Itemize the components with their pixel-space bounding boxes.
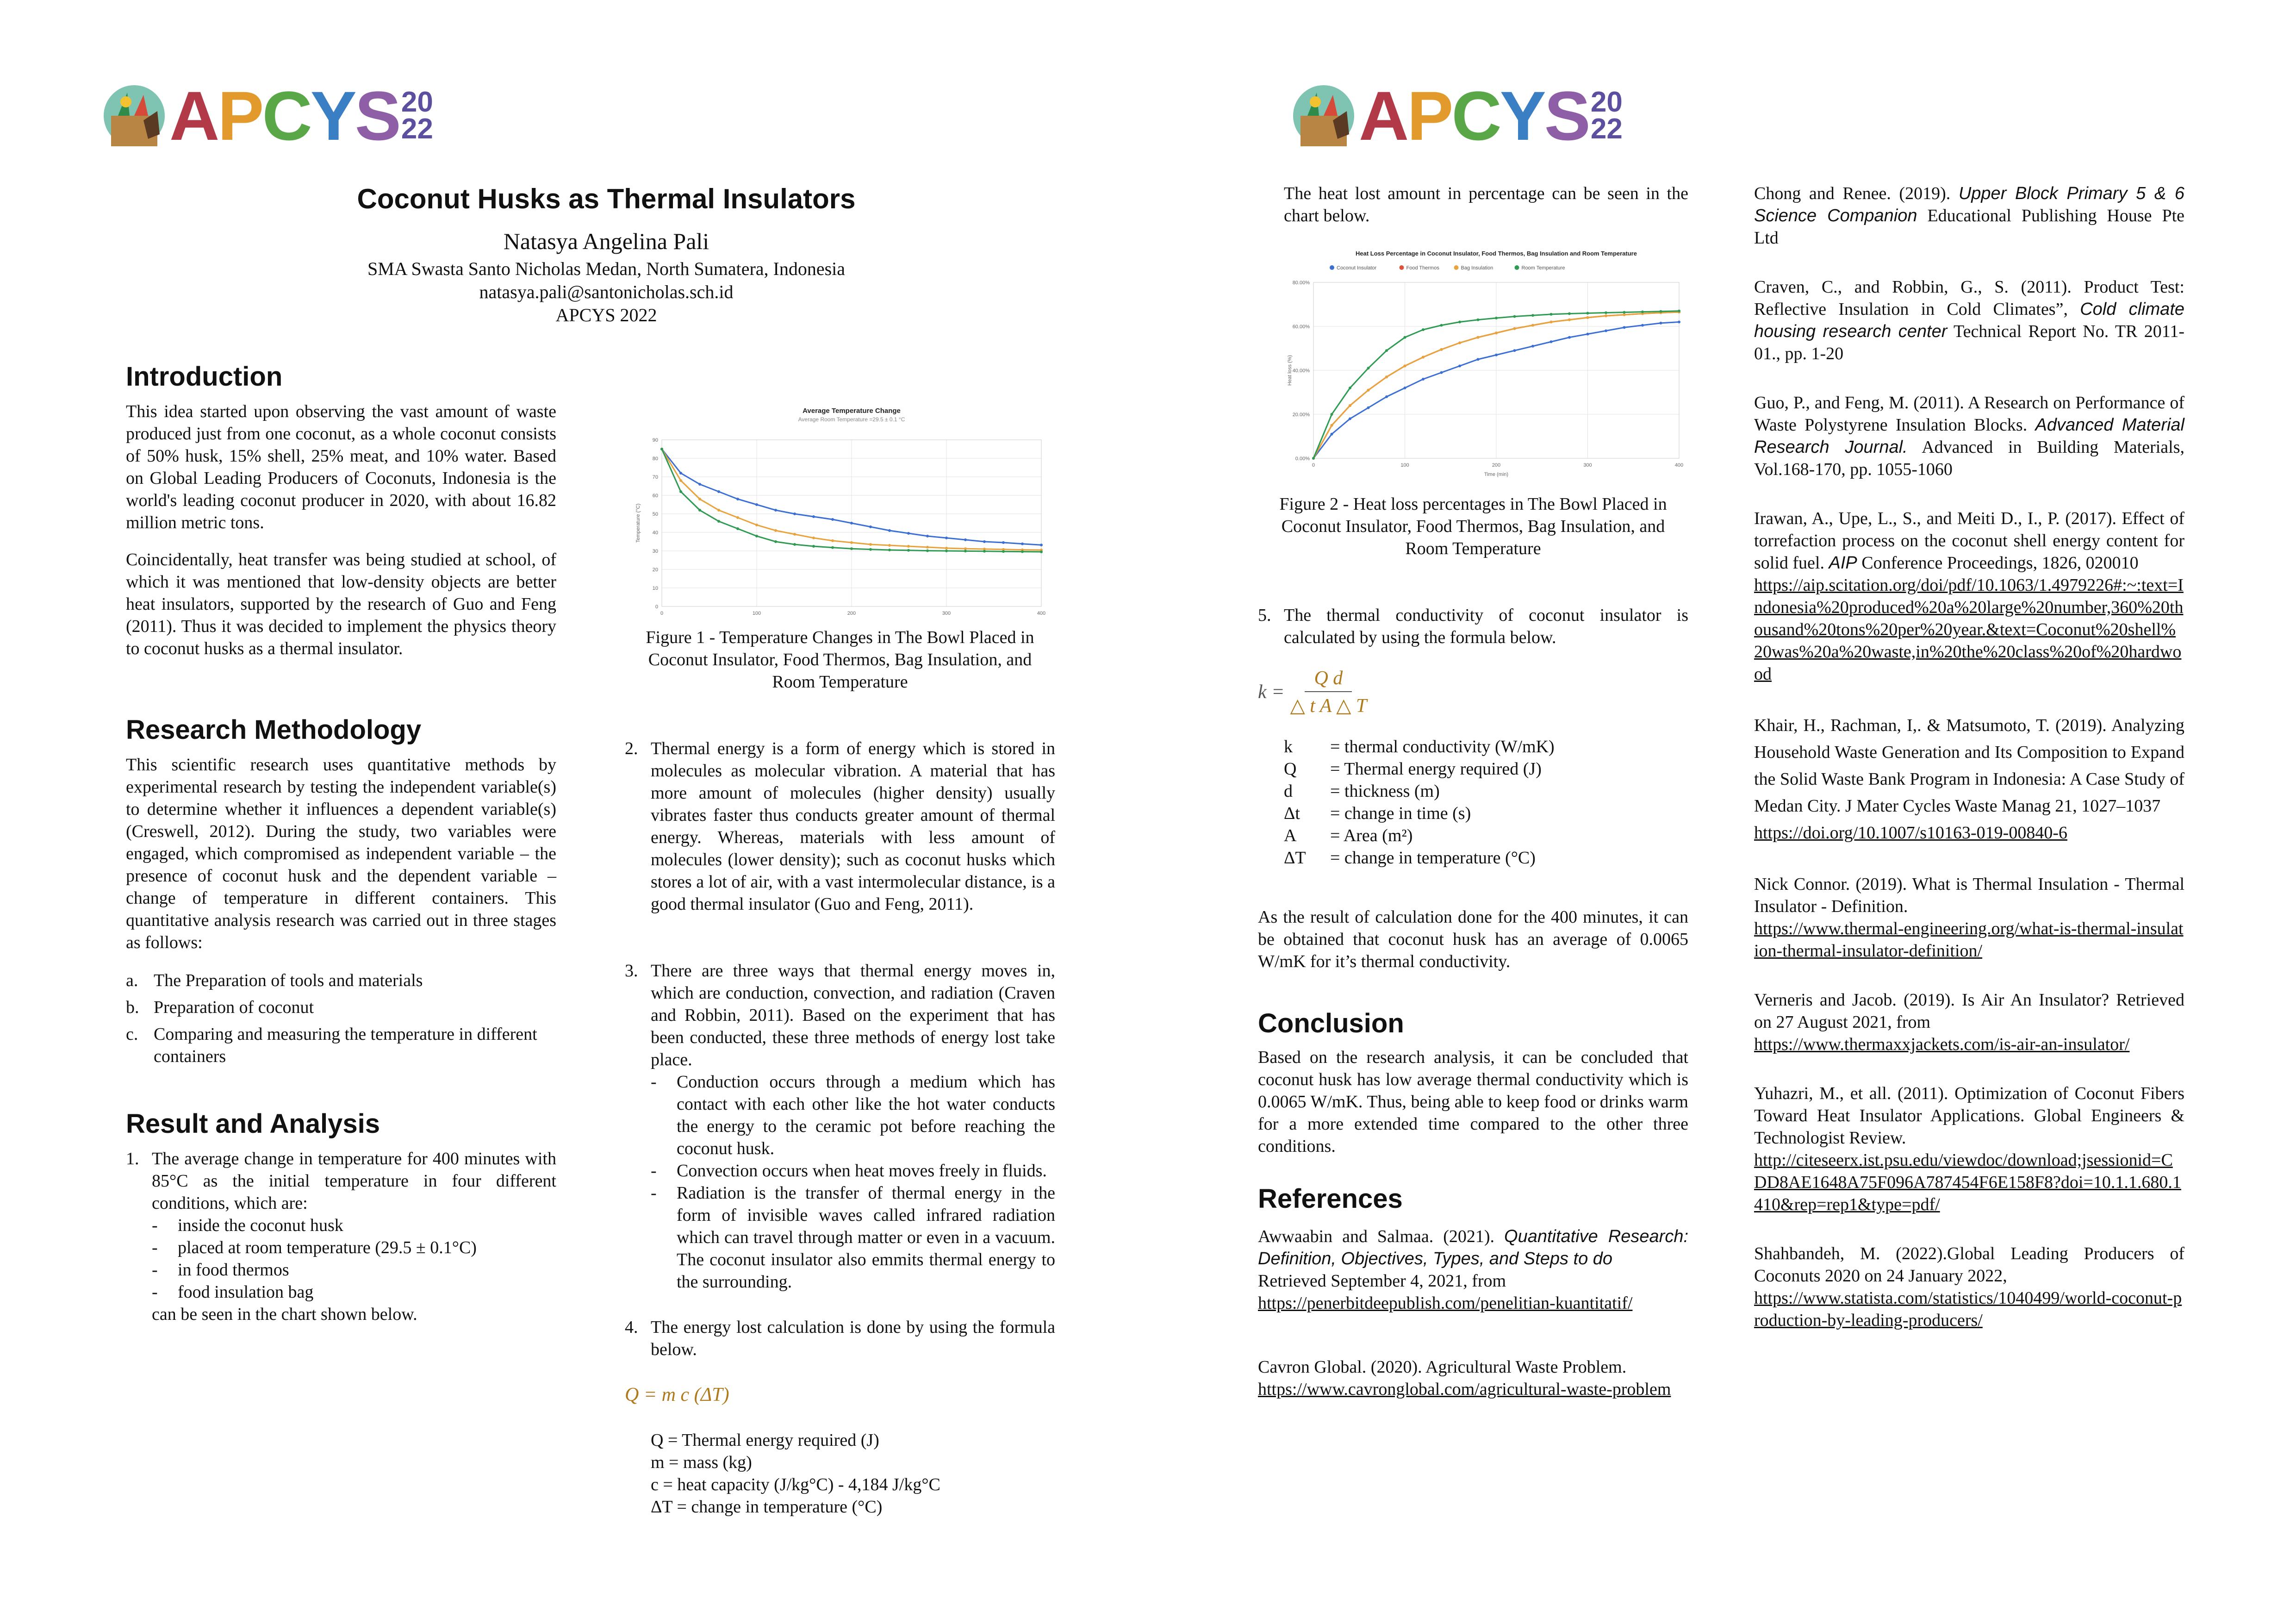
reference-link[interactable]: https://www.cavronglobal.com/agricultural-waste-problem (1258, 1380, 1671, 1399)
x-tick-label: 200 (1492, 462, 1501, 468)
data-point (698, 509, 701, 512)
data-point (850, 541, 853, 544)
y-tick-label: 40 (652, 530, 658, 536)
result-paragraph: As the result of calculation done for the 400 minutes, it can be obtained that coconut husk has an average of 0.0065 W/mK for it’s thermal conductivity. (1258, 907, 1688, 971)
data-point (945, 550, 948, 552)
logo-letter: C (1451, 77, 1500, 155)
list-item: - in food thermos (152, 1260, 289, 1280)
data-point (660, 448, 663, 450)
y-tick-label: 50 (652, 512, 658, 517)
x-tick-label: 200 (847, 611, 856, 616)
data-point (1495, 331, 1498, 334)
y-tick-label: 20.00% (1292, 412, 1310, 418)
data-point (812, 545, 815, 548)
logo-year: 20 22 (1590, 86, 1623, 145)
data-point (983, 550, 986, 553)
data-point (1550, 321, 1553, 324)
data-point (774, 509, 777, 512)
chart-title: Heat Loss Percentage in Coconut Insulator, Food Thermos, Bag Insulation and Room Temperature (1356, 250, 1637, 257)
x-tick-label: 100 (752, 611, 761, 616)
data-point (1477, 358, 1480, 361)
methodology-heading: Research Methodology (126, 715, 422, 745)
data-point (1568, 319, 1571, 321)
author-email: natasya.pali@santonicholas.sch.id (479, 281, 734, 302)
logo-letter: S (1544, 77, 1589, 155)
data-point (1002, 541, 1005, 544)
apcys-logo (1291, 77, 1623, 155)
list-item: - Radiation is the transfer of thermal energy in the form of invisible waves called infrared radiation which can travel through matter or even in a vacuum. The coconut insulator also emmits thermal energy to the surrounding. (651, 1183, 1055, 1292)
references-heading: References (1258, 1184, 1403, 1214)
paper-title: Coconut Husks as Thermal Insulators (357, 183, 856, 214)
data-point (736, 498, 739, 500)
figure-2 (1258, 245, 1688, 488)
data-point (736, 527, 739, 530)
intro-paragraph: Coincidentally, heat transfer was being studied at school, of which it was mentioned that low-density objects are better heat insulators, supported by the research of Guo and Feng (2011). Thus it was decided to implement the physics theory to coconut husks as a thermal insulator. (126, 550, 556, 658)
data-point (679, 472, 682, 475)
data-point (888, 549, 891, 551)
reference-link[interactable]: https://www.thermaxxjackets.com/is-air-an-insulator/ (1754, 1035, 2130, 1054)
data-point (1385, 375, 1388, 378)
legend-marker (1454, 265, 1459, 270)
data-point (1641, 324, 1644, 327)
data-point (1531, 314, 1534, 317)
data-point (1458, 342, 1461, 344)
reference-link[interactable]: https://www.statista.com/statistics/1040499/world-coconut-production-by-leading-producers/ (1754, 1288, 2182, 1330)
data-point (755, 535, 758, 537)
conductivity-formula: k = $\frac{\text{Q d}}{\text{△ t A △ T}}$ (1258, 668, 1367, 717)
methodology-paragraph: This scientific research uses quantitative methods by experimental research by testing the independent variable(s) to determine whether it influences a dependent variable(s) (Creswell, 2012). During the study, two variables were engaged, which compromised as independent variable – the presence of coconut husk and the dependent variable – change of temperature in different containers. This quantitative analysis research was carried out in three stages as follows: (126, 755, 556, 952)
x-tick-label: 400 (1037, 611, 1046, 616)
reference-item: Craven, C., and Robbin, G., S. (2011). Product Test: Reflective Insulation in Cold Climates”, Cold climate housing research center Technical Report No. TR 2011-01., pp. 1-20 (1754, 277, 2185, 363)
data-point (679, 490, 682, 493)
data-point (964, 550, 967, 552)
y-tick-label: 30 (652, 549, 658, 554)
data-point (1531, 345, 1534, 348)
affiliation: SMA Swasta Santo Nicholas Medan, North Sumatera, Indonesia (367, 258, 846, 279)
reference-link[interactable]: https://doi.org/10.1007/s10163-019-00840-6 (1754, 823, 2067, 843)
data-point (964, 538, 967, 541)
data-point (1331, 413, 1333, 416)
data-point (888, 529, 891, 532)
logo-letter: C (262, 77, 311, 155)
conductivity-variables: k = thermal conductivity (W/mK) Q = Thermal energy required (J) d = thickness (m) Δt = change in time (s) A = Area (m²) ΔT = change in temperature (°C) (1284, 737, 1555, 868)
data-point (1021, 550, 1024, 553)
data-point (1477, 336, 1480, 339)
data-point (1367, 389, 1370, 392)
data-point (1422, 378, 1425, 381)
data-point (1678, 321, 1680, 324)
data-point (1678, 310, 1680, 312)
data-point (774, 540, 777, 543)
figure-2-caption: Figure 2 - Heat loss percentages in The Bowl Placed in Coconut Insulator, Food Thermos, Bag Insulation, and Room Temperature (1279, 494, 1667, 558)
data-point (1440, 371, 1443, 374)
data-point (1440, 348, 1443, 351)
data-point (1404, 387, 1406, 389)
data-point (812, 515, 815, 518)
data-point (964, 547, 967, 550)
data-point (1040, 543, 1043, 546)
x-tick-label: 300 (942, 611, 951, 616)
data-point (698, 483, 701, 486)
x-tick-label: 300 (1583, 462, 1592, 468)
temperature-chart (625, 403, 1055, 620)
data-point (1605, 312, 1607, 314)
data-point (1550, 340, 1553, 343)
data-point (1367, 367, 1370, 369)
legend-label: Coconut Insulator (1337, 265, 1377, 271)
reference-item: Nick Connor. (2019). What is Thermal Insulation - Thermal Insulator - Definition. https://www.thermal-engineering.org/what-is-thermal-insulation-thermal-insulator-definition/ (1754, 874, 2184, 961)
data-point (1531, 324, 1534, 327)
data-point (888, 544, 891, 547)
data-point (1513, 315, 1516, 318)
reference-item: Irawan, A., Upe, L., S., and Meiti D., I., P. (2017). Effect of torrefaction process on the coconut shell energy content for solid fuel. AIP Conference Proceedings, 1826, 020010 https://aip.scitation.org/doi/pdf/10.1063/1.4979226#:~:text=Indonesia%20produced%20a%20large%20number,360%20thousand%20tons%20per%20year.&text=Coconut%20shell%20was%20a%20waste,in%20the%20class%20of%20hardwood (1754, 509, 2184, 684)
data-point (755, 524, 758, 526)
legend-marker (1330, 265, 1334, 270)
list-item: - inside the coconut husk (152, 1216, 343, 1235)
logo-letter: A (169, 77, 218, 155)
logo-emblem-icon (1291, 83, 1356, 148)
data-point (1605, 330, 1607, 332)
data-point (1623, 326, 1626, 329)
conclusion-heading: Conclusion (1258, 1008, 1404, 1038)
legend-label: Room Temperature (1521, 265, 1565, 271)
y-tick-label: 0.00% (1295, 456, 1310, 462)
y-tick-label: 60.00% (1292, 324, 1310, 330)
list-item: - placed at room temperature (29.5 ± 0.1°C) (152, 1238, 477, 1257)
y-tick-label: 70 (652, 475, 658, 480)
data-point (1495, 354, 1498, 356)
numbered-item: 5. The thermal conductivity of coconut insulator is calculated by using the formula below. (1258, 606, 1688, 647)
data-point (1568, 336, 1571, 339)
data-point (1367, 406, 1370, 409)
legend-label: Bag Insulation (1461, 265, 1493, 271)
data-point (1312, 457, 1315, 460)
data-point (926, 550, 929, 552)
data-point (983, 540, 986, 543)
legend-marker (1400, 265, 1404, 270)
data-point (1568, 312, 1571, 315)
figure-1 (625, 403, 1055, 623)
data-point (1440, 324, 1443, 327)
x-axis-label: Time (min) (1484, 472, 1509, 477)
data-point (736, 516, 739, 519)
conclusion-paragraph: Based on the research analysis, it can be concluded that coconut husk has low average thermal conductivity which is 0.0065 W/mK. Thus, being able to keep food or drinks warm for a more extended time compared to the other three conditions. (1258, 1048, 1688, 1156)
data-point (1623, 311, 1626, 314)
reference-item: Guo, P., and Feng, M. (2011). A Research on Performance of Waste Polystyrene Insulation Blocks. Advanced Material Research Journal. Advanced in Building Materials, Vol.168-170, pp. 1055-1060 (1754, 393, 2185, 479)
data-point (1040, 550, 1043, 553)
reference-item: Awwaabin and Salmaa. (2021). Quantitative Research: Definition, Objectives, Types, and Steps to do Retrieved September 4, 2021, from https://penerbitdeepublish.com/penelitian-kuantitatif/ (1258, 1227, 1689, 1313)
data-point (1458, 365, 1461, 368)
center-left-column (625, 403, 1055, 1518)
data-point (1477, 319, 1480, 321)
legend-marker (1515, 265, 1519, 270)
data-point (1422, 356, 1425, 359)
y-tick-label: 20 (652, 567, 658, 573)
reference-link[interactable]: https://penerbitdeepublish.com/penelitian-kuantitatif/ (1258, 1293, 1633, 1313)
data-point (831, 539, 834, 542)
data-point (793, 512, 796, 515)
data-point (1349, 418, 1351, 420)
heat-loss-chart (1258, 245, 1688, 486)
data-point (1422, 328, 1425, 331)
data-point (755, 503, 758, 506)
data-point (717, 520, 720, 523)
data-point (793, 533, 796, 536)
data-point (717, 509, 720, 512)
data-point (1021, 543, 1024, 545)
data-point (1385, 395, 1388, 398)
logo-letter: A (1359, 77, 1407, 155)
logo-year: 20 22 (401, 86, 433, 145)
data-point (1605, 314, 1607, 317)
y-axis-label: Temperature (°C) (635, 503, 641, 543)
conference-name: APCYS 2022 (555, 305, 657, 325)
y-tick-label: 80 (652, 456, 658, 462)
y-tick-label: 60 (652, 493, 658, 499)
chart-title: Average Temperature Change (803, 407, 901, 415)
y-tick-label: 0 (655, 604, 658, 610)
data-point (1587, 316, 1589, 319)
data-point (1331, 424, 1333, 427)
data-point (1404, 336, 1406, 339)
list-item: - Convection occurs when heat moves freely in fluids. (651, 1161, 1047, 1181)
data-point (1587, 333, 1589, 336)
reference-link[interactable]: https://www.thermal-engineering.org/what-is-thermal-insulation-thermal-insulator-definition/ (1754, 919, 2184, 961)
y-tick-label: 80.00% (1292, 280, 1310, 286)
numbered-item: 2. Thermal energy is a form of energy which is stored in molecules as molecular vibration. A material that has more amount of molecules (higher density) usually vibrates faster thus conducts greater amount of thermal energy. Whereas, materials with less amount of molecules (lower density); such as coconut husks which stores a lot of air, with a vast intermolecular distance, is a good thermal insulator (Guo and Feng, 2011). (625, 739, 1055, 914)
y-tick-label: 90 (652, 437, 658, 443)
data-point (1513, 327, 1516, 330)
data-point (831, 518, 834, 521)
result-heading: Result and Analysis (126, 1109, 380, 1139)
data-point (1513, 349, 1516, 352)
reference-item: Verneris and Jacob. (2019). Is Air An Insulator? Retrieved on 27 August 2021, from https://www.thermaxxjackets.com/is-air-an-insulator/ (1754, 990, 2184, 1054)
data-point (698, 498, 701, 500)
list-item: - Conduction occurs through a medium which has contact with each other like the hot water conducts the energy to the ceramic pot before reaching the coconut husk. (651, 1072, 1055, 1158)
data-point (1641, 311, 1644, 313)
list-item: c. Comparing and measuring the temperature in different containers (126, 1024, 537, 1066)
data-point (869, 525, 872, 528)
reference-item: Yuhazri, M., et all. (2011). Optimization of Coconut Fibers Toward Heat Insulator Applications. Global Engineers & Technologist Review. http://citeseerx.ist.psu.edu/viewdoc/download;jsessionid=CDD8AE1648A75F096A787454F6E158F8?doi=10.1.1.680.1410&rep=rep1&type=pdf/ (1754, 1084, 2184, 1214)
chart-intro: The heat lost amount in percentage can be seen in the chart below. (1284, 184, 1688, 225)
title-block (120, 181, 1092, 327)
x-tick-label: 100 (1400, 462, 1409, 468)
intro-paragraph: This idea started upon observing the vast amount of waste produced just from one coconut, as a whole coconut consists of 50% husk, 15% shell, 25% meat, and 10% water. Based on Global Leading Producers of Coconuts, Indonesia is the world's leading coconut producer in 2020, with about 16.82 million metric tons. (126, 402, 556, 532)
chart-subtitle: Average Room Temperature =29.5 ± 0.1 °C (798, 416, 905, 423)
list-item: b. Preparation of coconut (126, 998, 314, 1017)
data-point (774, 529, 777, 532)
list-item: a. The Preparation of tools and materials (126, 971, 423, 990)
reference-item: Khair, H., Rachman, I,. & Matsumoto, T. (2019). Analyzing Household Waste Generation and Its Composition to Expand the Solid Waste Bank Program in Indonesia: A Case Study of Medan City. J Mater Cycles Waste Manag 21, 1027–1037 https://doi.org/10.1007/s10163-019-00840-6 (1754, 716, 2184, 843)
numbered-item: 3. There are three ways that thermal energy moves in, which are conduction, convection, and radiation (Craven and Robbin, 2011). Based on the experiment that has been conducted, these three methods of energy lost take place. - Conduction occurs through a medium which has contact with each other like the hot water conducts the energy to the ceramic pot before reaching the coconut husk. - Convection occurs when heat moves freely in fluids. - Radiation is the transfer of thermal energy in the form of invisible waves called infrared radiation which can travel through matter or even in a vacuum. The coconut insulator also emmits thermal energy to the surrounding. (625, 960, 1055, 1293)
numbered-item: 4. The energy lost calculation is done by using the formula below. (625, 1318, 1055, 1359)
x-tick-label: 400 (1674, 462, 1684, 468)
data-point (831, 546, 834, 549)
x-tick-label: 0 (1312, 462, 1315, 468)
data-point (679, 479, 682, 482)
logo-letter: S (355, 77, 399, 155)
data-point (869, 548, 872, 551)
logo-letter: P (1407, 77, 1452, 155)
reference-item: Shahbandeh, M. (2022).Global Leading Producers of Coconuts 2020 on 24 January 2022, https://www.statista.com/statistics/1040499/world-coconut-production-by-leading-producers/ (1754, 1244, 2184, 1330)
logo-emblem-icon (102, 83, 167, 148)
data-point (945, 537, 948, 539)
data-point (850, 547, 853, 550)
data-point (907, 545, 910, 548)
data-point (793, 543, 796, 546)
data-point (1002, 550, 1005, 553)
x-tick-label: 0 (660, 611, 664, 616)
right-column (1754, 182, 2184, 1358)
data-point (1660, 322, 1662, 325)
data-point (945, 547, 948, 550)
reference-link[interactable]: http://citeseerx.ist.psu.edu/viewdoc/download;jsessionid=CDD8AE1648A75F096A787454F6E158F8?doi=10.1.1.680.1410&rep=rep1&type=pdf/ (1754, 1150, 2181, 1214)
apcys-logo (102, 77, 433, 155)
reference-link[interactable]: https://aip.scitation.org/doi/pdf/10.1063/1.4979226#:~:text=Indonesia%20produced%20a%20large%20number,360%20thousand%20tons%20per%20year.&text=Coconut%20shell%20was%20a%20waste,in%20the%20class%20of%20hardwood (1754, 575, 2184, 684)
energy-formula: Q = m c (ΔT) (625, 1384, 729, 1405)
reference-item: Chong and Renee. (2019). Upper Block Primary 5 & 6 Science Companion Educational Publishing House Pte Ltd (1754, 184, 2185, 248)
y-tick-label: 40.00% (1292, 368, 1310, 374)
logo-letter: Y (1500, 77, 1544, 155)
data-point (1331, 433, 1333, 436)
data-point (1349, 404, 1351, 407)
data-point (926, 546, 929, 549)
left-column (126, 361, 556, 1325)
data-point (1623, 313, 1626, 316)
data-point (1660, 310, 1662, 313)
data-point (812, 537, 815, 539)
data-point (1385, 349, 1388, 352)
list-item: - food insulation bag (152, 1282, 314, 1302)
data-point (1349, 387, 1351, 389)
data-point (1458, 321, 1461, 324)
data-point (926, 535, 929, 537)
data-point (907, 532, 910, 535)
data-point (1550, 313, 1553, 316)
legend-label: Food Thermos (1406, 265, 1439, 271)
data-point (850, 522, 853, 525)
energy-variables: Q = Thermal energy required (J) m = mass (kg) c = heat capacity (J/kg°C) - 4,184 J/kg°C ΔT = change in temperature (°C) (651, 1430, 940, 1517)
logo-letter: Y (310, 77, 355, 155)
data-point (907, 549, 910, 552)
data-point (1495, 317, 1498, 319)
result-item: 1. The average change in temperature for 400 minutes with 85°C as the initial temperature in four different conditions, which are: - inside the coconut husk - placed at room temperature (29.5 ± 0.1°C) - in food thermos - food insulation bag can be seen in the chart shown below. (126, 1149, 556, 1324)
figure-1-caption: Figure 1 - Temperature Changes in The Bowl Placed in Coconut Insulator, Food Thermos, Bag Insulation, and Room Temperature (646, 628, 1034, 692)
data-point (869, 543, 872, 546)
data-point (1404, 365, 1406, 368)
y-tick-label: 10 (652, 586, 658, 591)
methodology-list (126, 969, 556, 1068)
introduction-heading: Introduction (126, 362, 283, 392)
reference-item: Cavron Global. (2020). Agricultural Waste Problem. https://www.cavronglobal.com/agricultural-waste-problem (1258, 1357, 1671, 1399)
data-point (717, 490, 720, 493)
y-axis-label: Heat loss (%) (1287, 355, 1293, 386)
author-name: Natasya Angelina Pali (503, 228, 709, 254)
data-point (1587, 312, 1589, 315)
center-right-column (1258, 182, 1688, 1427)
logo-letter: P (218, 77, 262, 155)
